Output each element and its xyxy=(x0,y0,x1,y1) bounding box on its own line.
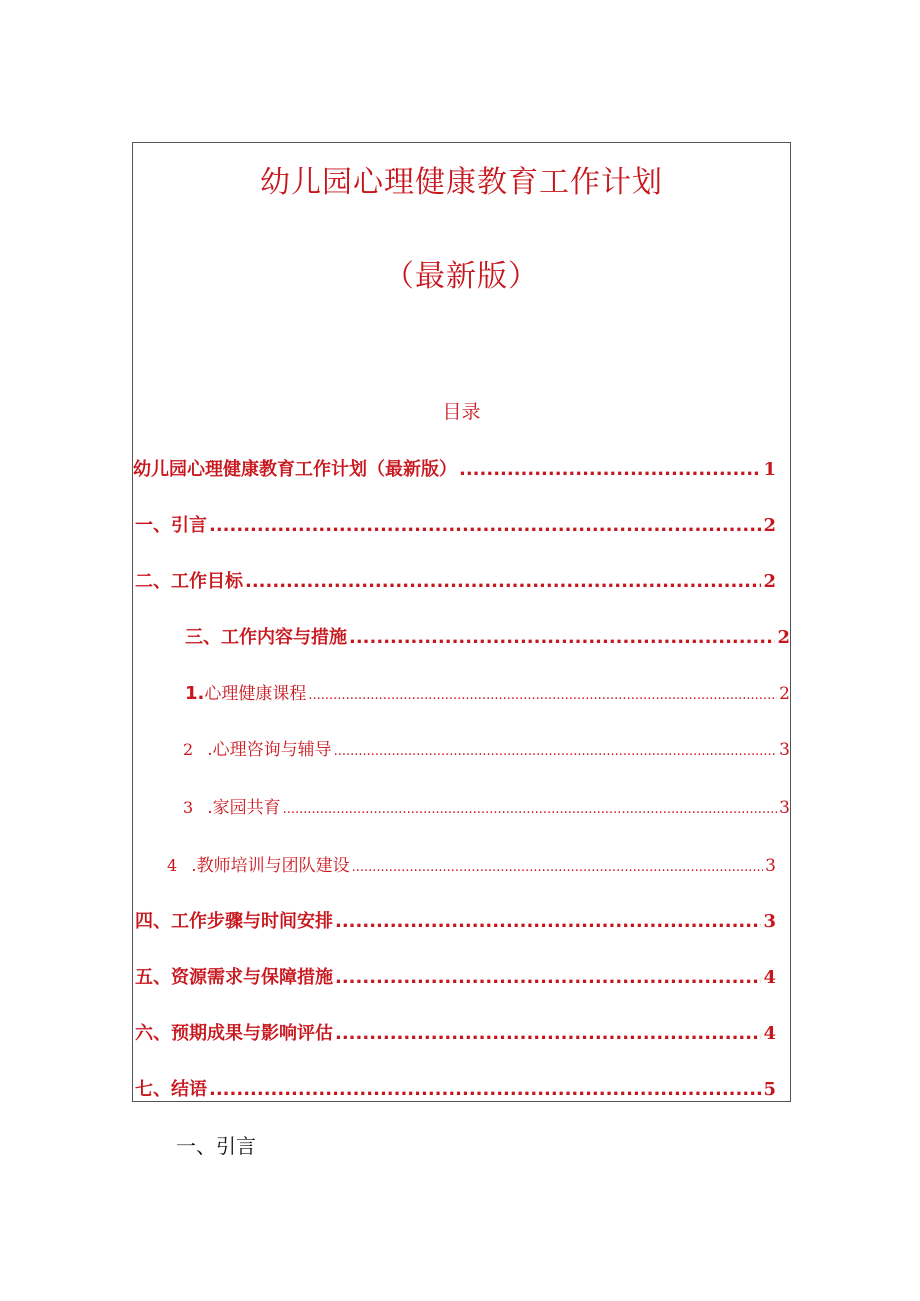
toc-entry-label: .心理咨询与辅导 xyxy=(207,740,332,760)
toc-page-number: 2 xyxy=(763,571,776,592)
toc-leader xyxy=(335,1023,761,1044)
toc-page-number: 5 xyxy=(763,1079,776,1100)
toc-page-number: 4 xyxy=(763,967,776,988)
cover-box xyxy=(132,142,791,1102)
toc-entry-label: 幼儿园心理健康教育工作计划（最新版） xyxy=(133,459,457,480)
toc-entry-label: .教师培训与团队建设 xyxy=(191,856,350,876)
toc-leader xyxy=(459,459,761,480)
toc-entry-work-steps[interactable] xyxy=(135,907,776,933)
toc-heading: 目录 xyxy=(442,401,481,423)
toc-leader xyxy=(349,627,775,648)
toc-leader xyxy=(245,571,761,592)
toc-leader xyxy=(352,860,764,875)
toc-entry-teacher-training[interactable] xyxy=(167,851,776,876)
toc-leader xyxy=(308,688,777,703)
toc-leader xyxy=(283,802,778,817)
toc-entry-number: 4 xyxy=(167,856,178,875)
toc-leader xyxy=(335,911,761,932)
toc-page-number: 1 xyxy=(763,459,776,480)
toc-entry-title[interactable] xyxy=(133,455,776,481)
toc-entry-counseling[interactable] xyxy=(183,735,790,760)
section-heading-introduction: 一、引言 xyxy=(176,1134,256,1158)
toc-entry-number: 3 xyxy=(183,798,194,817)
document-title: 幼儿园心理健康教育工作计划 xyxy=(260,165,663,200)
toc-page-number: 2 xyxy=(779,684,790,704)
toc-entry-label: 三、工作内容与措施 xyxy=(185,627,347,648)
toc-page-number: 2 xyxy=(777,627,790,648)
toc-entry-work-content[interactable] xyxy=(185,623,790,649)
toc-entry-resources[interactable] xyxy=(135,963,776,989)
toc-entry-conclusion[interactable] xyxy=(135,1075,776,1101)
toc-entry-label: 四、工作步骤与时间安排 xyxy=(135,911,333,932)
toc-page-number: 3 xyxy=(765,856,776,876)
toc-entry-work-goals[interactable] xyxy=(135,567,776,593)
toc-page-number: 2 xyxy=(763,515,776,536)
toc-entry-label: 心理健康课程 xyxy=(204,684,307,704)
toc-entry-mental-health-course[interactable] xyxy=(185,679,790,704)
document-subtitle: （最新版） xyxy=(384,259,539,294)
toc-entry-number: 1. xyxy=(185,683,205,704)
toc-leader xyxy=(335,967,761,988)
toc-page-number: 3 xyxy=(779,798,790,818)
toc-entry-label: 六、预期成果与影响评估 xyxy=(135,1023,333,1044)
toc-entry-label: 一、引言 xyxy=(135,515,207,536)
toc-page-number: 3 xyxy=(763,911,776,932)
toc-entry-label: 二、工作目标 xyxy=(135,571,243,592)
toc-page-number: 3 xyxy=(779,740,790,760)
toc-leader xyxy=(334,744,778,759)
toc-entry-home-school[interactable] xyxy=(183,793,790,818)
toc-leader xyxy=(209,1079,761,1100)
toc-page-number: 4 xyxy=(763,1023,776,1044)
toc-leader xyxy=(209,515,761,536)
toc-entry-number: 2 xyxy=(183,740,194,759)
toc-entry-label: 五、资源需求与保障措施 xyxy=(135,967,333,988)
toc-entry-label: 七、结语 xyxy=(135,1079,207,1100)
toc-entry-label: .家园共育 xyxy=(207,798,281,818)
toc-entry-introduction[interactable] xyxy=(135,511,776,537)
toc-entry-expected-results[interactable] xyxy=(135,1019,776,1045)
